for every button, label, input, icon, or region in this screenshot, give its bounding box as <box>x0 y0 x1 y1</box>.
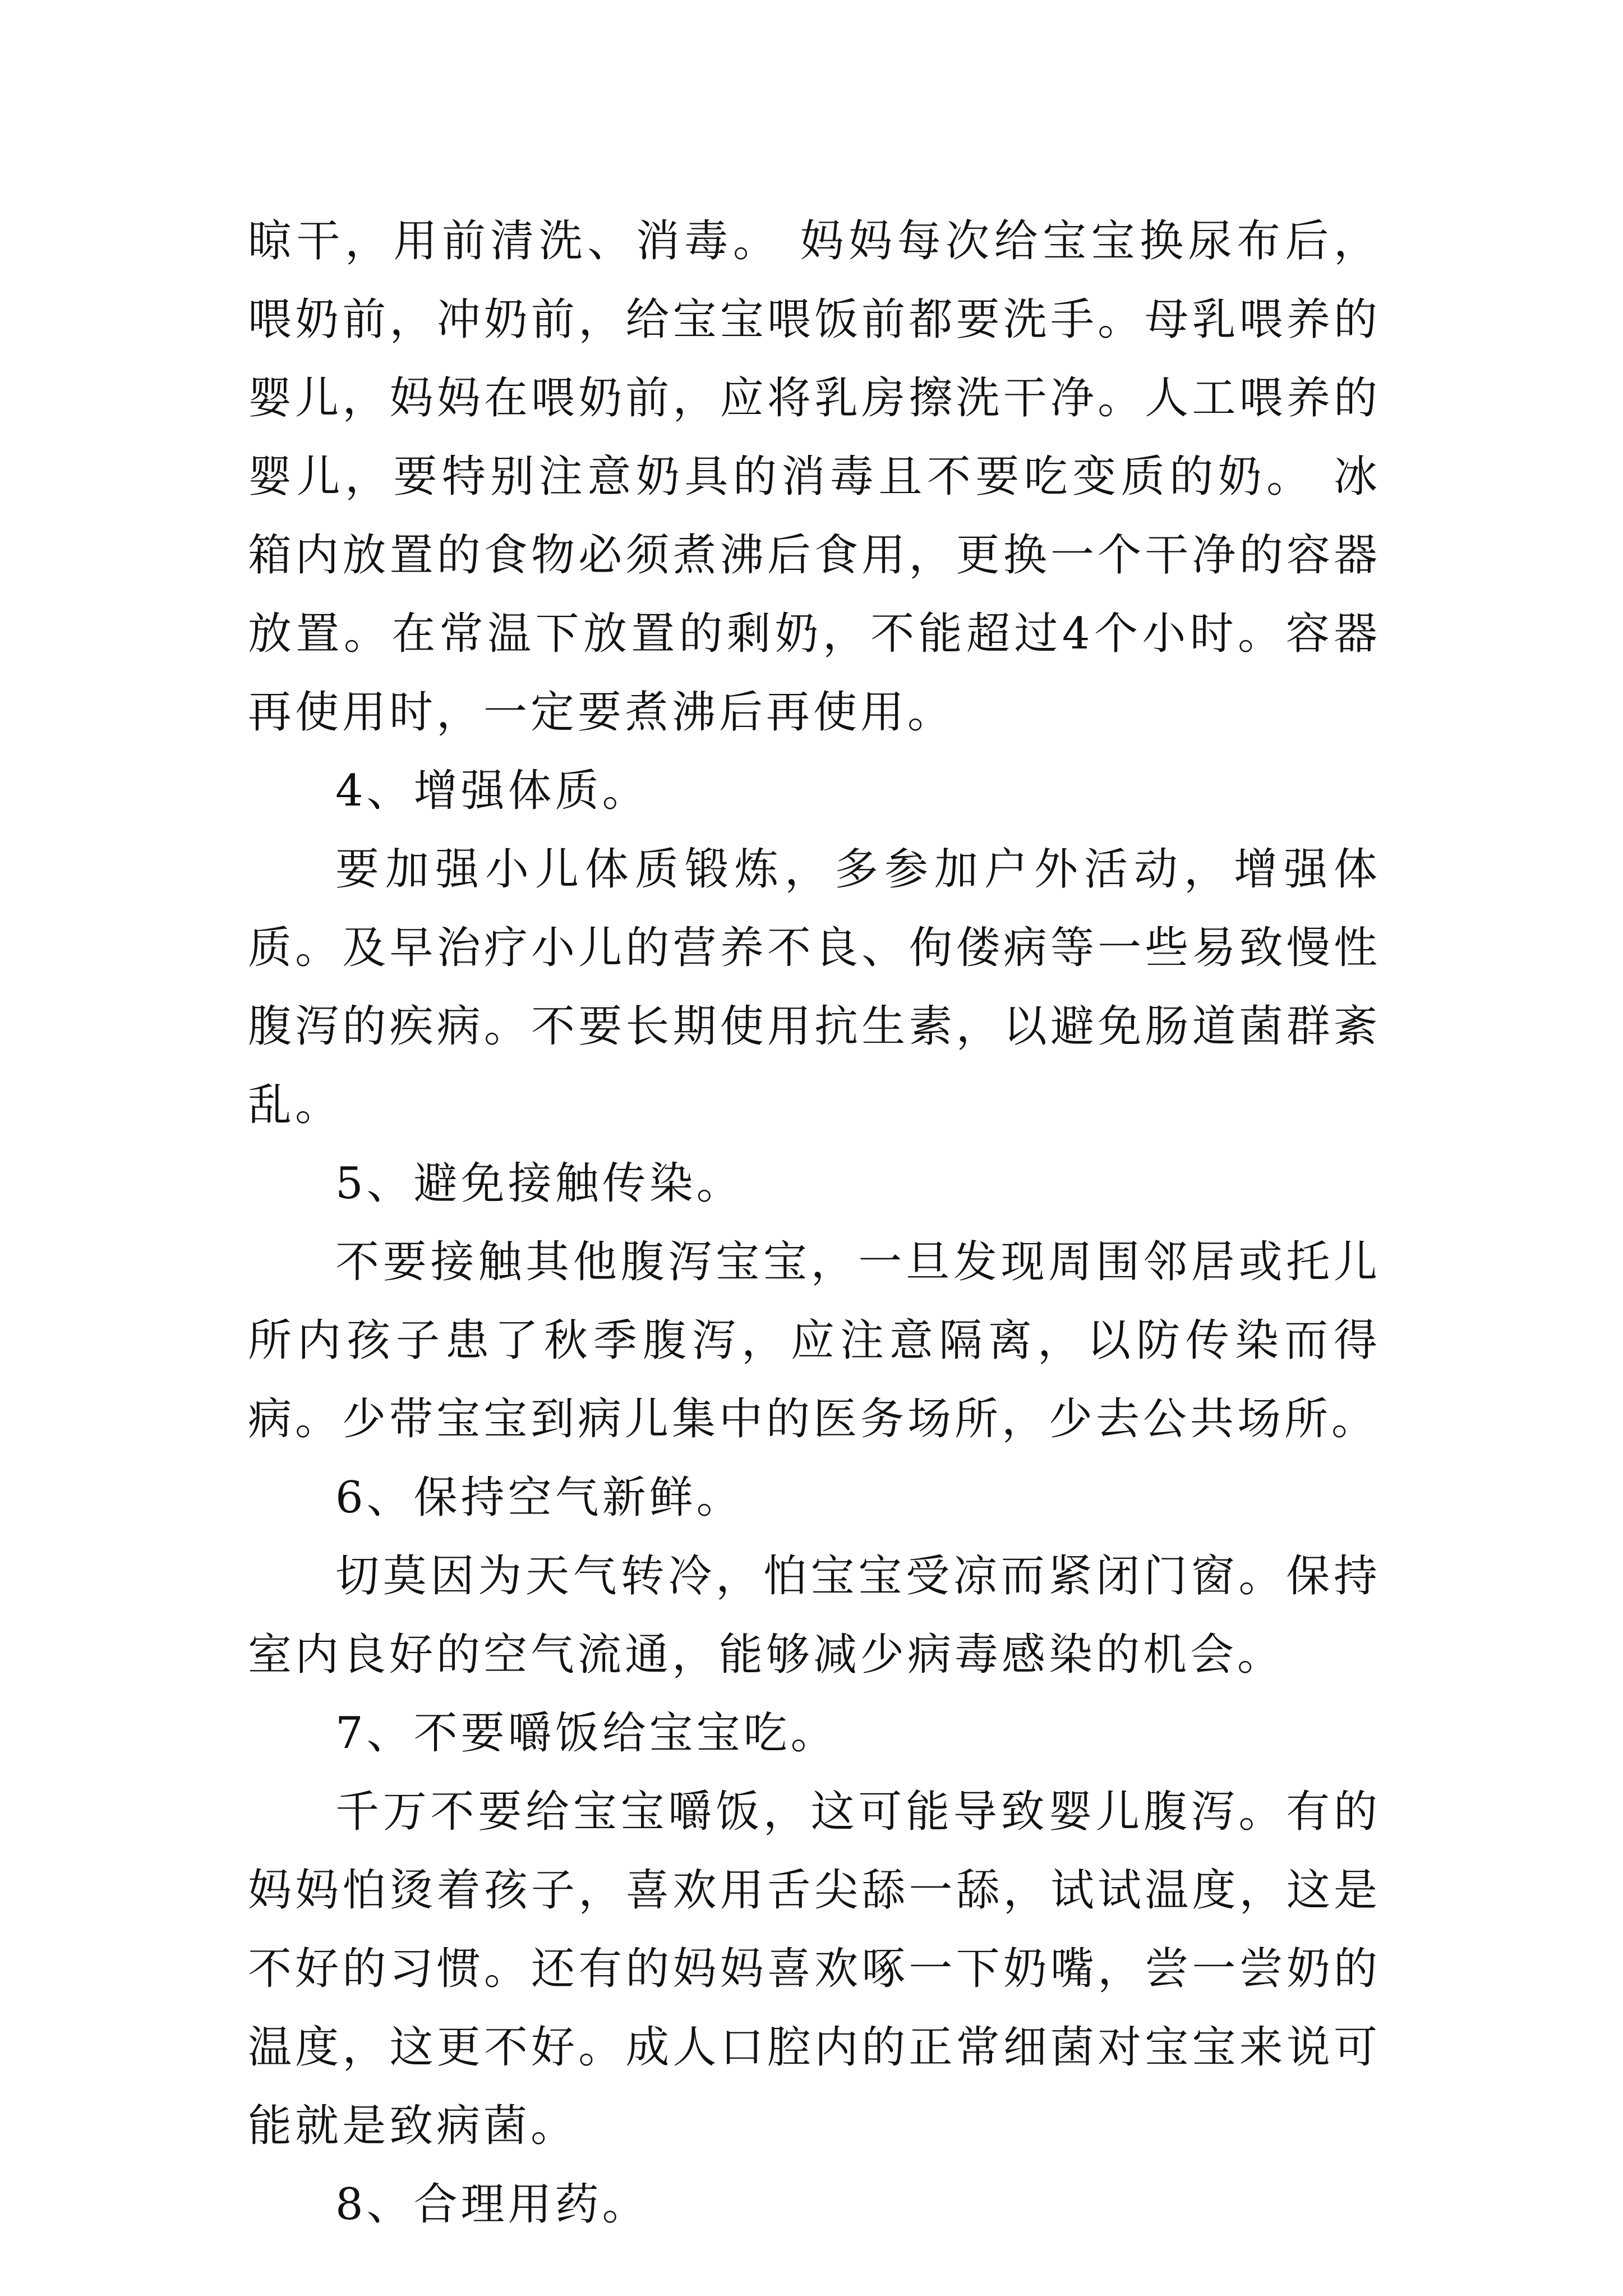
heading-8: 8、合理用药。 <box>335 2179 649 2230</box>
heading-7: 7、不要嚼饭给宝宝吃。 <box>335 1708 838 1759</box>
heading-4: 4、增强体质。 <box>335 766 649 816</box>
heading-5: 5、避免接触传染。 <box>335 1158 744 1209</box>
paragraph-6: 切莫因为天气转冷，怕宝宝受凉而紧闭门窗。保持室内良好的空气流通，能够减少病毒感染的机会。 <box>248 1551 1381 1680</box>
body-text <box>248 202 1381 2244</box>
paragraph-5: 不要接触其他腹泻宝宝，一旦发现周围邻居或托儿所内孩子患了秋季腹泻，应注意隔离，以防传染而得病。少带宝宝到病儿集中的医务场所，少去公共场所。 <box>248 1237 1381 1444</box>
paragraph-continued: 晾干，用前清洗、消毒。 妈妈每次给宝宝换尿布后，喂奶前，冲奶前，给宝宝喂饭前都要洗手。母乳喂养的婴儿，妈妈在喂奶前，应将乳房擦洗干净。人工喂养的婴儿，要特别注意奶具的消毒且不要吃变质的奶。 冰箱内放置的食物必须煮沸后食用，更换一个干净的容器放置。在常温下放置的剩奶，不能超过4个小时。容器再使用时，一定要煮沸后再使用。 <box>248 216 1381 738</box>
heading-6: 6、保持空气新鲜。 <box>335 1473 744 1523</box>
paragraph-7: 千万不要给宝宝嚼饭，这可能导致婴儿腹泻。有的妈妈怕烫着孩子，喜欢用舌尖舔一舔，试试温度，这是不好的习惯。还有的妈妈喜欢啄一下奶嘴，尝一尝奶的温度，这更不好。成人口腔内的正常细菌对宝宝来说可能就是致病菌。 <box>248 1787 1381 2151</box>
paragraph-4: 要加强小儿体质锻炼，多参加户外活动，增强体质。及早治疗小儿的营养不良、佝偻病等一些易致慢性腹泻的疾病。不要长期使用抗生素，以避免肠道菌群紊乱。 <box>248 844 1381 1130</box>
